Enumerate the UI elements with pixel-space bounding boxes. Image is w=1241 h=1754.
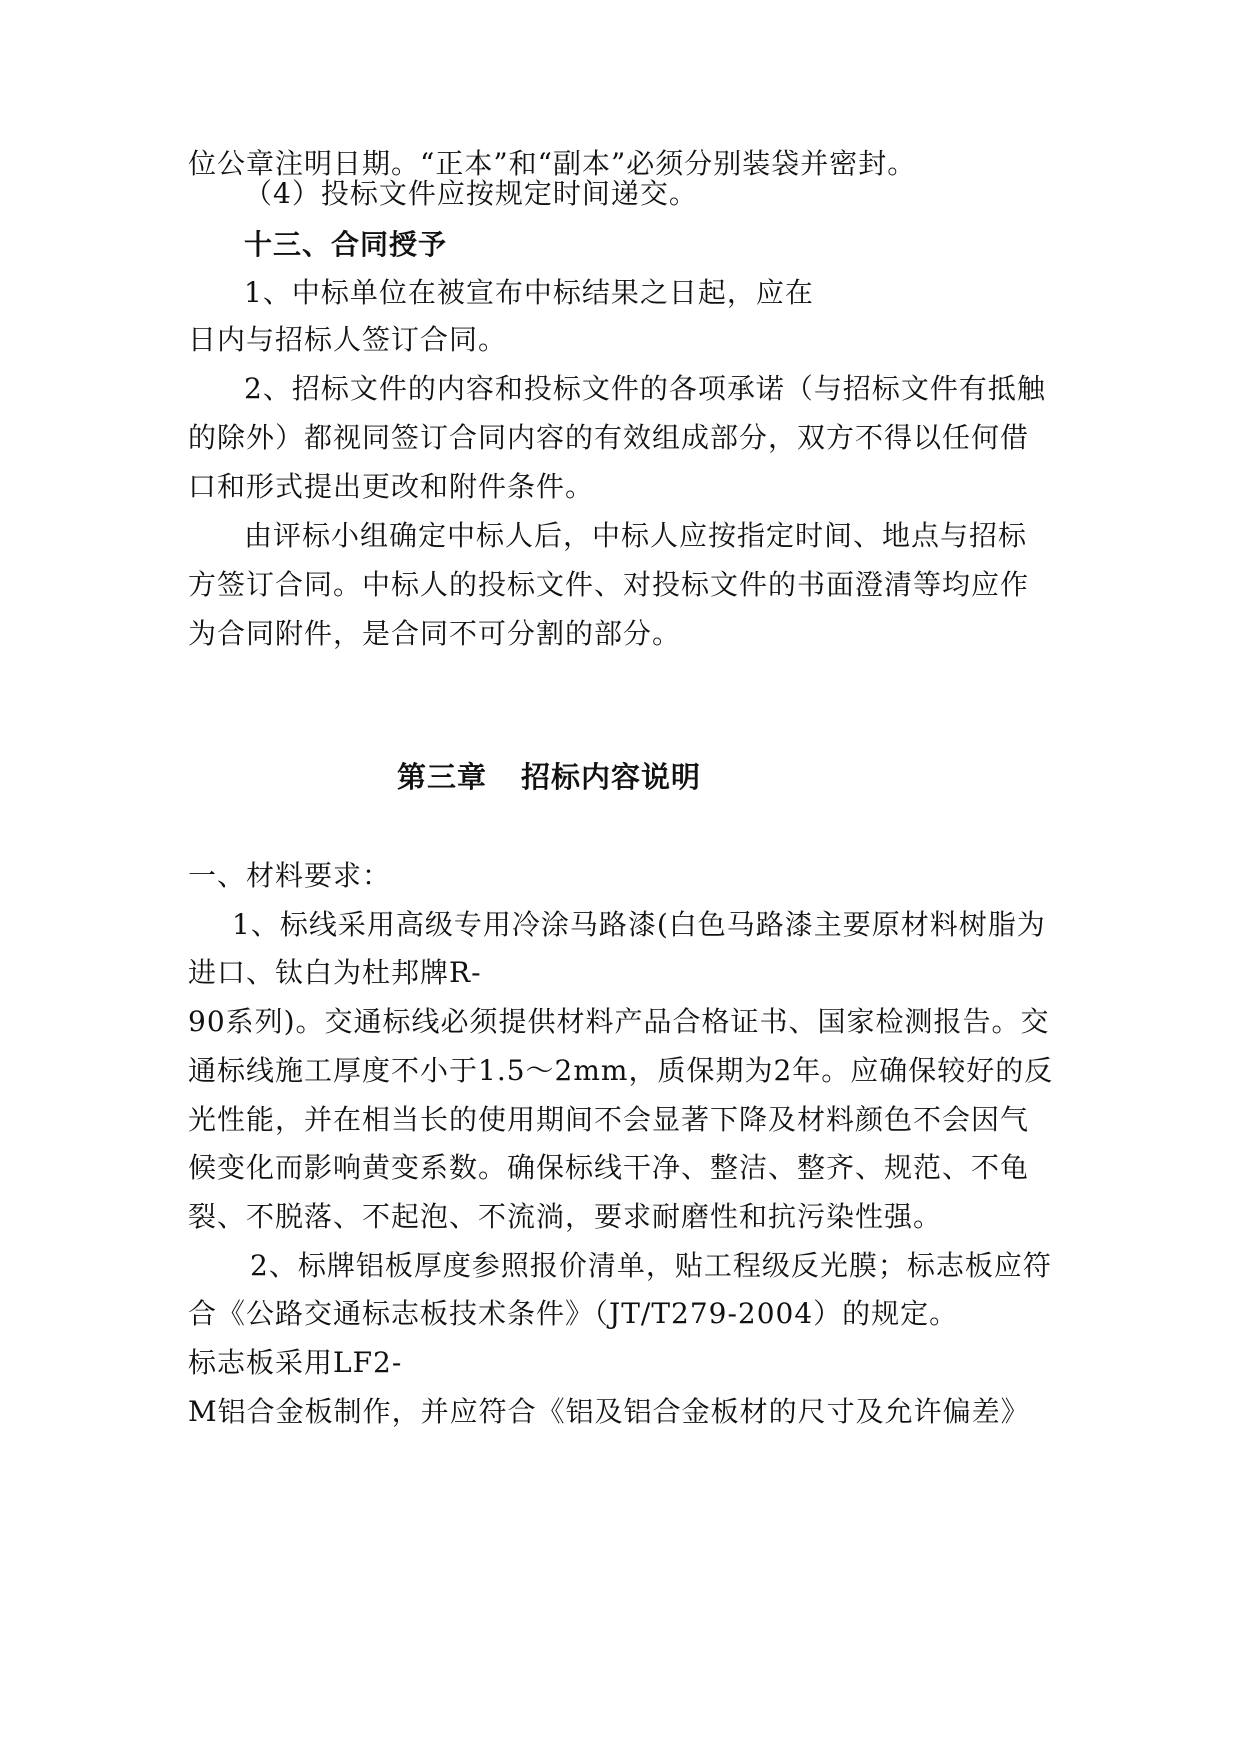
section-heading: 十三、合同授予 [244,228,448,261]
paragraph-line: 方签订合同。中标人的投标文件、对投标文件的书面澄清等均应作 [188,568,1030,601]
paragraph-line: 标志板采用LF2- [188,1346,403,1379]
paragraph-line: 光性能，并在相当长的使用期间不会显著下降及材料颜色不会因气 [188,1103,1030,1136]
paragraph-line: 口和形式提出更改和附件条件。 [188,470,595,503]
chapter-number: 第三章 [397,760,488,794]
paragraph-line: 1、中标单位在被宣布中标结果之日起，应在 [244,276,814,309]
paragraph-line: 2、招标文件的内容和投标文件的各项承诺（与招标文件有抵触 [244,372,1046,405]
paragraph-line: 日内与招标人签订合同。 [188,323,508,356]
paragraph-line: （4）投标文件应按规定时间递交。 [244,177,698,210]
paragraph-line: 90系列)。交通标线必须提供材料产品合格证书、国家检测报告。交 [188,1005,1050,1038]
paragraph-line: 2、标牌铝板厚度参照报价清单，贴工程级反光膜；标志板应符 [250,1249,1052,1282]
paragraph-line: 1、标线采用高级专用冷涂马路漆(白色马路漆主要原材料树脂为 [232,908,1046,941]
paragraph-line: 裂、不脱落、不起泡、不流淌，要求耐磨性和抗污染性强。 [188,1200,943,1233]
paragraph-line: 的除外）都视同签订合同内容的有效组成部分，双方不得以任何借 [188,421,1030,454]
paragraph-line: 由评标小组确定中标人后，中标人应按指定时间、地点与招标 [244,519,1028,552]
paragraph-line: 位公章注明日期。“正本”和“副本”必须分别装袋并密封。 [188,147,917,180]
chapter-heading [397,757,701,797]
chapter-title: 招标内容说明 [521,760,702,794]
paragraph-line: 为合同附件，是合同不可分割的部分。 [188,617,682,650]
paragraph-line: M铝合金板制作，并应符合《铝及铝合金板材的尺寸及允许偏差》 [188,1395,1030,1428]
paragraph-line: 进口、钛白为杜邦牌R- [188,956,482,989]
section-heading: 一、材料要求： [188,859,392,892]
paragraph-line: 通标线施工厚度不小于1.5～2mm，质保期为2年。应确保较好的反 [188,1054,1054,1087]
paragraph-line: 候变化而影响黄变系数。确保标线干净、整洁、整齐、规范、不龟 [188,1151,1030,1184]
paragraph-line: 合《公路交通标志板技术条件》（JT/T279-2004）的规定。 [188,1297,959,1330]
